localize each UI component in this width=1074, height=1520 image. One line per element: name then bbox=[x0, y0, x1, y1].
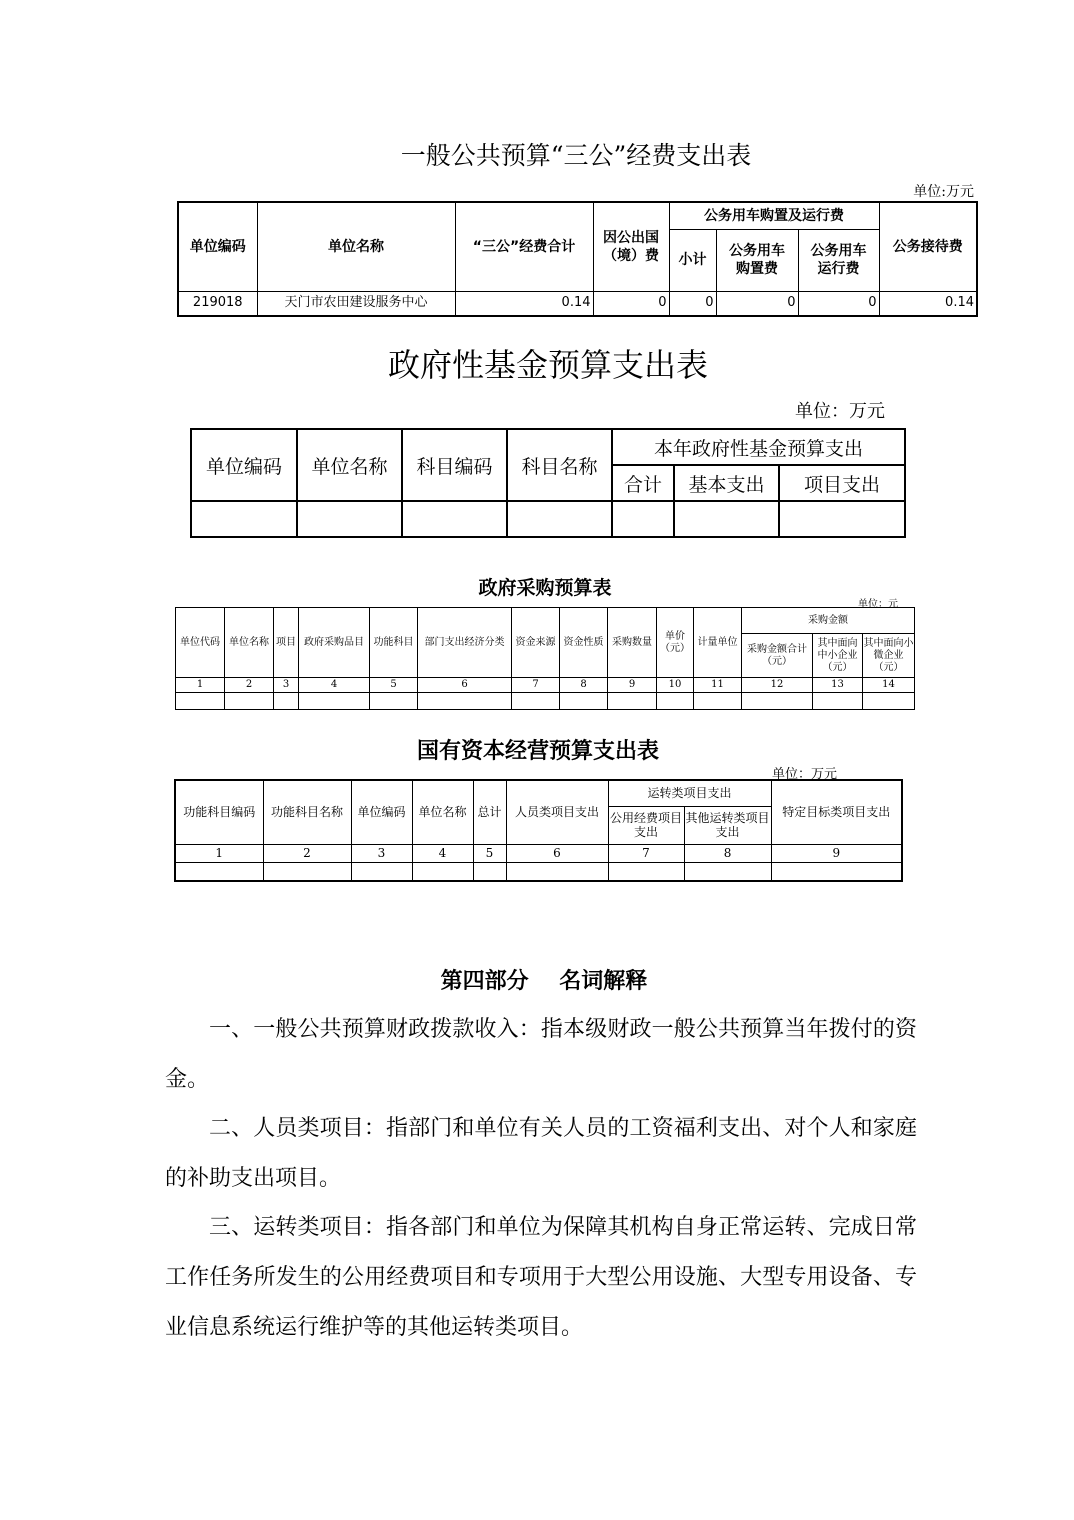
empty-cell bbox=[351, 862, 412, 881]
header-specific: 特定目标类项目支出 bbox=[771, 780, 902, 844]
header-amount-group: 采购金额 bbox=[742, 608, 915, 634]
header-total: 总计 bbox=[473, 780, 506, 844]
empty-cell bbox=[608, 693, 657, 710]
empty-cell bbox=[694, 693, 742, 710]
column-number: 1 bbox=[175, 844, 263, 862]
header-fund-basic: 基本支出 bbox=[674, 465, 779, 501]
column-number: 6 bbox=[418, 678, 512, 693]
gov-fund-title: 政府性基金预算支出表 bbox=[387, 346, 708, 384]
header-unit-price: 单价（元） bbox=[657, 608, 694, 678]
cell-vehicle-operation: 0 bbox=[798, 291, 879, 316]
header-func-name: 功能科目名称 bbox=[263, 780, 351, 844]
empty-cell bbox=[506, 862, 608, 881]
glossary-paragraph: 三、运转类项目：指各部门和单位为保障其机构自身正常运转、完成日常工作任务所发生的公用经费项目和专项用于大型公用设施、大型专用设备、专业信息系统运行维护等的其他运转类项目。 bbox=[165, 1215, 917, 1340]
empty-cell bbox=[674, 501, 779, 537]
header-subtotal: 小计 bbox=[669, 229, 716, 291]
state-capital-unit: 单位：万元 bbox=[772, 767, 838, 782]
empty-cell bbox=[299, 693, 370, 710]
header-fund-group: 本年政府性基金预算支出 bbox=[612, 429, 905, 465]
cell-unit-name: 天门市农田建设服务中心 bbox=[257, 291, 455, 316]
three-public-table bbox=[177, 201, 978, 317]
column-number: 1 bbox=[176, 678, 225, 693]
column-number: 8 bbox=[560, 678, 608, 693]
empty-cell bbox=[742, 693, 813, 710]
column-number: 7 bbox=[608, 844, 684, 862]
empty-cell bbox=[657, 693, 694, 710]
empty-cell bbox=[175, 862, 263, 881]
column-number: 6 bbox=[506, 844, 608, 862]
empty-cell bbox=[418, 693, 512, 710]
cell-reception: 0.14 bbox=[879, 291, 977, 316]
column-number: 9 bbox=[608, 678, 657, 693]
procurement-unit: 单位：元 bbox=[858, 599, 898, 610]
header-unit-code: 单位编码 bbox=[178, 202, 257, 291]
header-total: “三公”经费合计 bbox=[455, 202, 593, 291]
header-abroad: 因公出国（境）费 bbox=[593, 202, 669, 291]
header-unit-code: 单位编码 bbox=[191, 429, 297, 501]
header-measure: 计量单位 bbox=[694, 608, 742, 678]
empty-cell bbox=[274, 693, 299, 710]
empty-cell bbox=[191, 501, 297, 537]
header-vehicle-group: 公务用车购置及运行费 bbox=[669, 202, 879, 229]
column-number: 14 bbox=[863, 678, 915, 693]
column-number: 10 bbox=[657, 678, 694, 693]
header-reception: 公务接待费 bbox=[879, 202, 977, 291]
empty-cell bbox=[297, 501, 402, 537]
column-number: 9 bbox=[771, 844, 902, 862]
procurement-title: 政府采购预算表 bbox=[478, 577, 612, 599]
glossary-paragraph: 一、一般公共预算财政拨款收入：指本级财政一般公共预算当年拨付的资金。 bbox=[165, 1017, 917, 1092]
header-catalog: 政府采购品目 bbox=[299, 608, 370, 678]
column-number: 4 bbox=[412, 844, 473, 862]
header-unit-name: 单位名称 bbox=[297, 429, 402, 501]
three-public-unit: 单位:万元 bbox=[913, 184, 974, 200]
empty-cell bbox=[771, 862, 902, 881]
state-capital-table bbox=[174, 779, 903, 882]
empty-cell bbox=[560, 693, 608, 710]
header-econ-class: 部门支出经济分类 bbox=[418, 608, 512, 678]
procurement-table bbox=[175, 607, 915, 710]
empty-cell bbox=[863, 693, 915, 710]
gov-fund-unit: 单位：万元 bbox=[795, 401, 885, 422]
column-number: 8 bbox=[684, 844, 771, 862]
empty-cell bbox=[684, 862, 771, 881]
header-subject-code: 科目编码 bbox=[402, 429, 507, 501]
cell-unit-code: 219018 bbox=[178, 291, 257, 316]
header-vehicle-purchase: 公务用车购置费 bbox=[716, 229, 798, 291]
empty-cell bbox=[176, 693, 225, 710]
header-fund-project: 项目支出 bbox=[779, 465, 905, 501]
header-unit-name: 单位名称 bbox=[257, 202, 455, 291]
column-number: 5 bbox=[370, 678, 418, 693]
header-sme: 其中面向中小企业（元） bbox=[813, 634, 863, 678]
empty-cell bbox=[608, 862, 684, 881]
header-other-operation: 其他运转类项目支出 bbox=[684, 806, 771, 844]
column-number: 11 bbox=[694, 678, 742, 693]
header-operation-group: 运转类项目支出 bbox=[608, 780, 771, 806]
empty-cell bbox=[813, 693, 863, 710]
column-number: 4 bbox=[299, 678, 370, 693]
three-public-title: 一般公共预算“三公”经费支出表 bbox=[400, 141, 752, 170]
column-number: 2 bbox=[263, 844, 351, 862]
empty-cell bbox=[402, 501, 507, 537]
header-item: 项目 bbox=[274, 608, 299, 678]
cell-abroad: 0 bbox=[593, 291, 669, 316]
header-amount-total: 采购金额合计（元） bbox=[742, 634, 813, 678]
empty-cell bbox=[370, 693, 418, 710]
header-quantity: 采购数量 bbox=[608, 608, 657, 678]
header-fund-source: 资金来源 bbox=[512, 608, 560, 678]
empty-cell bbox=[263, 862, 351, 881]
empty-cell bbox=[612, 501, 674, 537]
column-number: 13 bbox=[813, 678, 863, 693]
column-number: 3 bbox=[351, 844, 412, 862]
empty-cell bbox=[779, 501, 905, 537]
glossary-paragraph: 二、人员类项目：指部门和单位有关人员的工资福利支出、对个人和家庭的补助支出项目。 bbox=[165, 1116, 917, 1191]
header-unit-name: 单位名称 bbox=[225, 608, 274, 678]
header-public-fee: 公用经费项目支出 bbox=[608, 806, 684, 844]
gov-fund-table bbox=[190, 428, 906, 538]
header-subject-name: 科目名称 bbox=[507, 429, 612, 501]
column-number: 2 bbox=[225, 678, 274, 693]
header-fund-total: 合计 bbox=[612, 465, 674, 501]
header-func-code: 功能科目编码 bbox=[175, 780, 263, 844]
column-number: 12 bbox=[742, 678, 813, 693]
header-unit-name: 单位名称 bbox=[412, 780, 473, 844]
column-number: 7 bbox=[512, 678, 560, 693]
column-number: 3 bbox=[274, 678, 299, 693]
header-fund-nature: 资金性质 bbox=[560, 608, 608, 678]
header-func-subject: 功能科目 bbox=[370, 608, 418, 678]
header-micro: 其中面向小微企业（元） bbox=[863, 634, 915, 678]
cell-total: 0.14 bbox=[455, 291, 593, 316]
cell-vehicle-purchase: 0 bbox=[716, 291, 798, 316]
header-unit-code: 单位代码 bbox=[176, 608, 225, 678]
column-number: 5 bbox=[473, 844, 506, 862]
cell-subtotal: 0 bbox=[669, 291, 716, 316]
glossary-heading: 第四部分 名词解释 bbox=[440, 968, 648, 994]
state-capital-title: 国有资本经营预算支出表 bbox=[416, 739, 659, 764]
header-personnel: 人员类项目支出 bbox=[506, 780, 608, 844]
empty-cell bbox=[225, 693, 274, 710]
empty-cell bbox=[507, 501, 612, 537]
empty-cell bbox=[473, 862, 506, 881]
empty-cell bbox=[512, 693, 560, 710]
header-unit-code: 单位编码 bbox=[351, 780, 412, 844]
empty-cell bbox=[412, 862, 473, 881]
header-vehicle-operation: 公务用车运行费 bbox=[798, 229, 879, 291]
